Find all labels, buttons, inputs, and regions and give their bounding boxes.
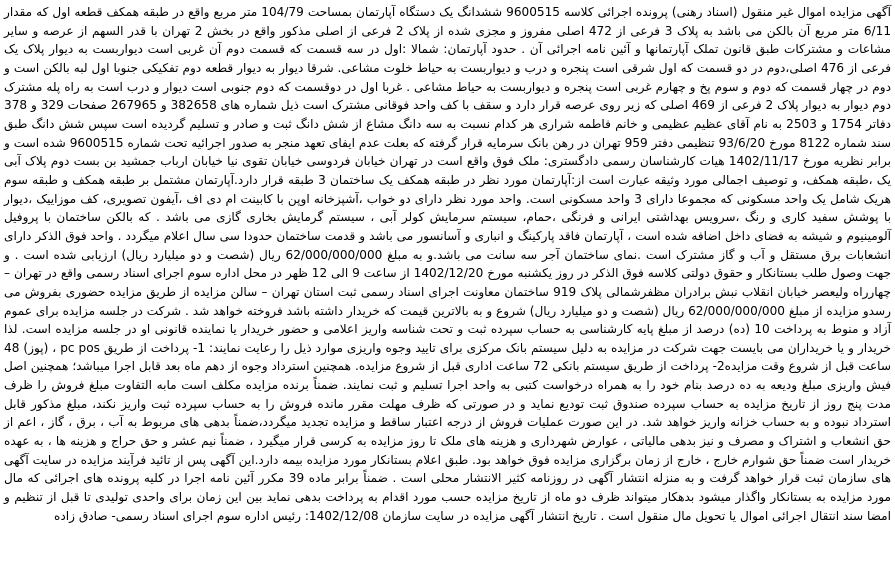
notice-body-text: آگهی مزایده اموال غیر منقول (اسناد رهنی) پرونده اجرائی کلاسه 9600515 ششدانگ یک دستگاه آپارتمان بمساحت 104/79 متر مربع واقع در طبقه همکف قطعه اول که مقدار 6/11 متر مربع آن بالکن می باشد به پلاک 3 فرعی از 472 اصلی مفروز و مجزی شده از پلاک 2 فرعی از اصلی مذکور واقع در بخش 2 تهران با قدر السهم از عرصه و سایر مشاعات و مشترکات طبق قانون تملک آپارتمانها و آئین نامه اجرائی آن . حدود آپارتمان: شمالا :اول در سه قسمت که قسمت دوم آن غربی است دیواربست به دیوار پلاک یک فرعی از 476 اصلی،دوم در دو قسمت که اول شرقی است پنجره و درب و دیواربست به حیاط خلوت مشاعی. شرقا دیوار به دیوار قطعه دوم تفکیکی جنوبا اول لبه بالکن است و دوم در چهار قسمت که دوم و سوم پخ و چهارم غربی است پنجره و دیواربست به حیاط مشاعی . غربا اول در دوقسمت که دوم جنوبی است دیوار و درب است به راه پله مشترک دوم دیوار به دیوار پلاک 2 فرعی از 469 اصلی که زیر روی عرصه قرار دارد و سقف با کف واحد فوقانی مشترک است ذیل شماره های 382658 و 267965 صفحات 329 و 378 دفاتر 1754 و 2503 به نام آقای عظیم عظیمی و خانم فاطمه شراری هر کدام نسبت به سه دانگ مشاع از شش دانگ ثبت و صادر و تسلیم گردیده است سپس شش دانگ طبق سند شماره 8122 مورخ 93/6/20 تنظیمی دفتر 959 تهران در رهن بانک سرمایه قرار گرفته که بعلت عدم ایفای تعهد منجر به صدور اجرائیه تحت شماره 9600515 شده است و برابر نظریه مورخ 1402/11/17 هیات کارشناسان رسمی دادگستری: ملک فوق واقع است در تهران خیابان فردوسی خیابان تقوی نیا خیابان ارباب جمشید بن بست دوم پلاک آبی یک ،طبقه همکف، و توصیف اجمالی مورد وثیقه عبارت است از:آپارتمان مورد نظر در طبقه همکف یک ساختمان 3 طبقه قرار دارد.آپارتمان مشتمل بر طبقه همکف و طبقه سوم هریک شامل یک واحد مسکونی که مجموعا دارای 3 واحد مسکونی است. واحد مورد نظر دارای دو خواب ،آشپزخانه اوپن با کابینت ام دی اف ،آیفون تصویری، کف موزاییک ،دیوار با پوشش سفید کاری و رنگ ،سرویس بهداشتی ایرانی و فرنگی ،حمام، سیستم سرمایش کولر آبی ، سیستم گرمایش بخاری گازی می باشد . که بالکن ساختمان با پروفیل آلومینیوم و شیشه به فضای داخل اضافه شده است ، آپارتمان فاقد پارکینگ و انباری و آسانسور می باشد و قدمت ساختمان حدودا سی سال اعلام میگردد . واحد فوق الذکر دارای انشعابات برق مستقل و آب و گاز مشترک است .نمای ساختمان آجر سه سانت می باشد.و به مبلغ 62/000/000/000 ریال (شصت و دو میلیارد ریال) ارزیابی شده است . و جهت وصول طلب بستانکار و حقوق دولتی کلاسه فوق الذکر در روز یکشنبه مورخ 1402/12/20 از ساعت 9 الی 12 ظهر در محل اداره سوم اجرای اسناد رسمی واقع در تهران – چهارراه ولیعصر خیابان انقلاب نبش برادران مظفرشمالی پلاک 919 ساختمان معاونت اجرای اسناد رسمی ثبت استان تهران – سالن مزایده از طریق مزایده حضوری بفروش می رسدو مزایده از مبلغ 62/000/000/000 ریال (شصت و دو میلیارد ریال) شروع و به بالاترین قیمت که خریدار داشته باشد فروخته خواهد شد . شرکت در جلسه مزایده برای عموم آزاد و منوط به پرداخت 10 (ده) درصد از مبلغ پایه کارشناسی به حساب سپرده ثبت و تحت شناسه واریز اعلامی و حضور خریدار یا نماینده قانونی او در جلسه مزایده است. لذا خریدار و یا خریداران می بایست جهت شرکت در مزایده به دلیل سیستم بانک مرکزی برای تایید وجوه واریزی موارد ذیل را رعایت نمایند: 1- پرداخت از طریق pc pos ، (پوز) 48 ساعت قبل از شروع وقت مزایده2- پرداخت از طریق سیستم بانکی 72 ساعت اداری قبل از شروع مزایده. همچنین استرداد وجوه از دهم ماه بعد قابل اجرا میباشد؛ همچنین اصل فیش واریزی مبلغ ودیعه به ده درصد بنام خود را به همراه درخواست کتبی به واحد اجرا تسلیم و ثبت نمایند. ضمناً برنده مزایده مکلف است مابه التفاوت مبلغ فروش را ظرف مدت پنج روز از تاریخ مزایده به حساب سپرده صندوق ثبت تودیع نماید و در صورتی که ظرف مهلت مقرر مانده فروش را به حساب سپرده ثبت واریز نکند، مبلغ مذکور قابل استرداد نبوده و به حساب خزانه واریز خواهد شد. در این صورت عملیات فروش از درجه اعتبار ساقط و مزایده تجدید میگردد،ضمناً بدهی های مربوط به آب ، برق ، گاز ، اعم از حق انشعاب و اشتراک و مصرف و نیز بدهی مالیاتی ، عوارض شهرداری و هزینه های ملک تا روز مزایده به کرسی قرار میگیرد ، ضمناً نیم عشر و حق حراج و هزینه ها ، به عهده خریدار است ضمناً حق شوارم خارج ، خارج از زمان برگزاری مزایده فوق خواهد بود. طبق اعلام بستانکار مورد مزایده بیمه دارد.این آگهی پس از تائید فرآیند مزایده در سایت آگهی های سازمان ثبت قرار خواهد گرفت و به منزله انتشار آگهی در روزنامه کثیر الانتشار محلی است . ضمناً برابر ماده 39 مکرر آئین نامه اجرا در کلیه پرونده های اجرائی که مال مورد مزایده به بستانکار واگذار میشود بدهکار میتواند ظرف دو ماه از تاریخ مزایده حسب مورد اقدام به پرداخت بدهی نماید بین این زمان برای واحدی تولیدی تا قبل از تنظیم و امضا سند انتقال اجرائی اموال یا تحویل مال منقول است . تاریخ انتشار آگهی مزایده در سایت سازمان 1402/12/08: رئیس اداره سوم اجرای اسناد رسمی- صادق زاده <box>4 5 892 523</box>
